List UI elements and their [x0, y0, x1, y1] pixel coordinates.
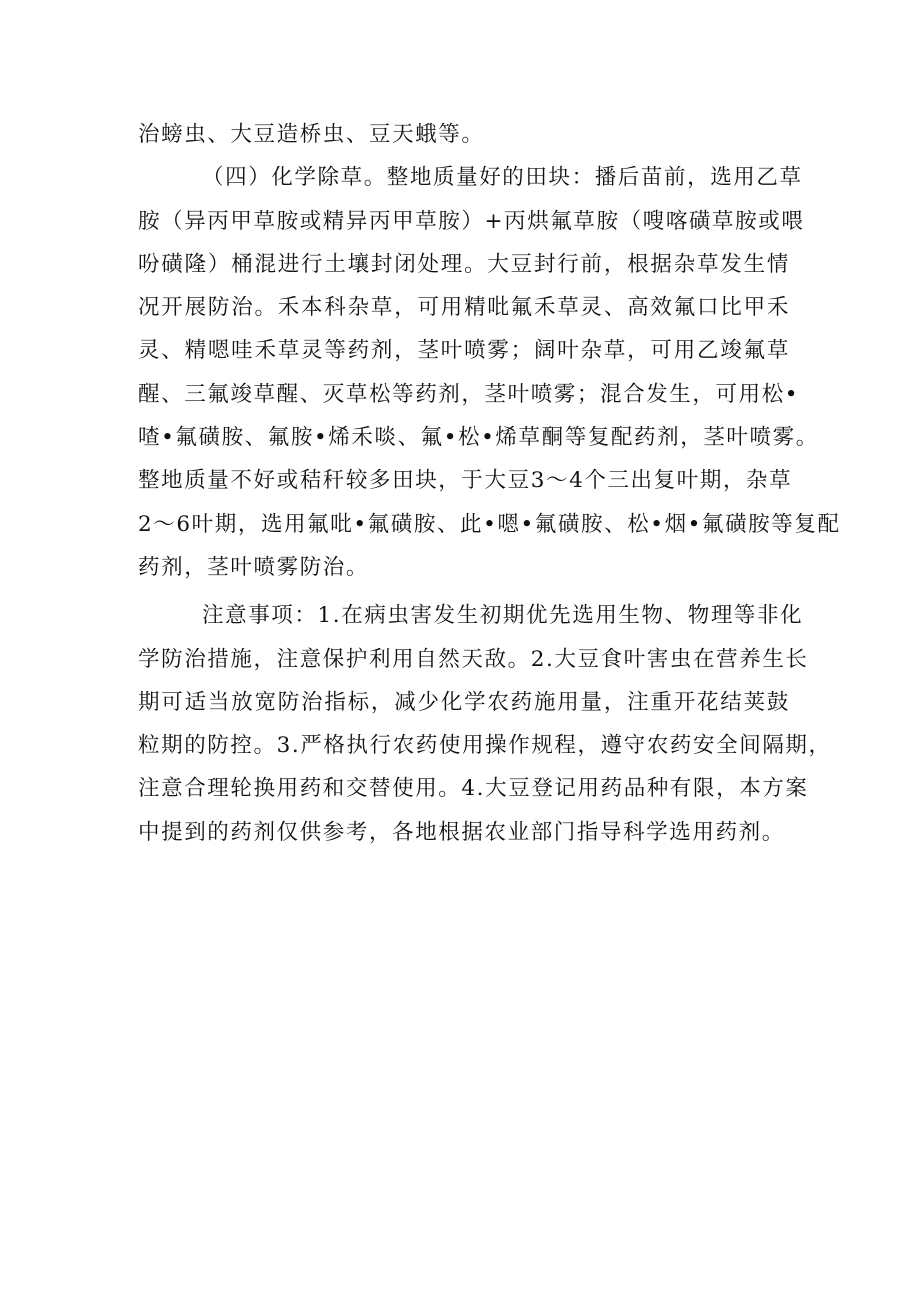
text-line: 2〜6叶期，选用氟吡•氟磺胺、此•嗯•氟磺胺、松•烟•氟磺胺等复配 — [138, 511, 841, 537]
text-line: 药剂，茎叶喷雾防治。 — [138, 554, 370, 580]
text-line: 期可适当放宽防治指标，减少化学农药施用量，注重开花结荚鼓 — [138, 689, 790, 715]
notes-heading-line: 注意事项：1.在病虫害发生初期优先选用生物、物理等非化 — [202, 603, 804, 629]
paragraph-chemical-weeding — [138, 156, 841, 589]
text-line: 况开展防治。禾本科杂草，可用精吡氟禾草灵、高效氟口比甲禾 — [138, 295, 790, 321]
document-body — [138, 113, 841, 854]
paragraph-notes — [138, 594, 832, 854]
text-line: 醒、三氟竣草醒、灭草松等药剂，茎叶喷雾；混合发生，可用松• — [138, 381, 800, 407]
text-line: 灵、精嗯哇禾草灵等药剂，茎叶喷雾；阔叶杂草，可用乙竣氟草 — [138, 338, 790, 364]
text-line: 学防治措施，注意保护利用自然天敌。2.大豆食叶害虫在营养生长 — [138, 646, 809, 672]
text-line: 喳•氟磺胺、氟胺•烯禾啖、氟•松•烯草酮等复配药剂，茎叶喷雾。 — [138, 425, 819, 451]
paragraph-pest-continuation — [138, 113, 790, 156]
text-line: 治螃虫、大豆造桥虫、豆天蛾等。 — [138, 122, 485, 147]
text-line: 中提到的药剂仅供参考，各地根据农业部门指导科学选用药剂。 — [138, 819, 785, 845]
text-line: 整地质量不好或秸秆较多田块，于大豆3〜4个三出复叶期，杂草 — [138, 468, 793, 494]
paragraph-heading-line: （四）化学除草。整地质量好的田块：播后苗前，选用乙草 — [202, 165, 803, 191]
text-line: 吩磺隆）桶混进行土壤封闭处理。大豆封行前，根据杂草发生情 — [138, 251, 790, 277]
text-line: 胺（异丙甲草胺或精异丙甲草胺）+丙烘氟草胺（嗖喀磺草胺或喂 — [138, 208, 805, 234]
text-line: 粒期的防控。3.严格执行农药使用操作规程，遵守农药安全间隔期， — [138, 733, 832, 759]
text-line: 注意合理轮换用药和交替使用。4.大豆登记用药品种有限，本方案 — [138, 776, 809, 802]
